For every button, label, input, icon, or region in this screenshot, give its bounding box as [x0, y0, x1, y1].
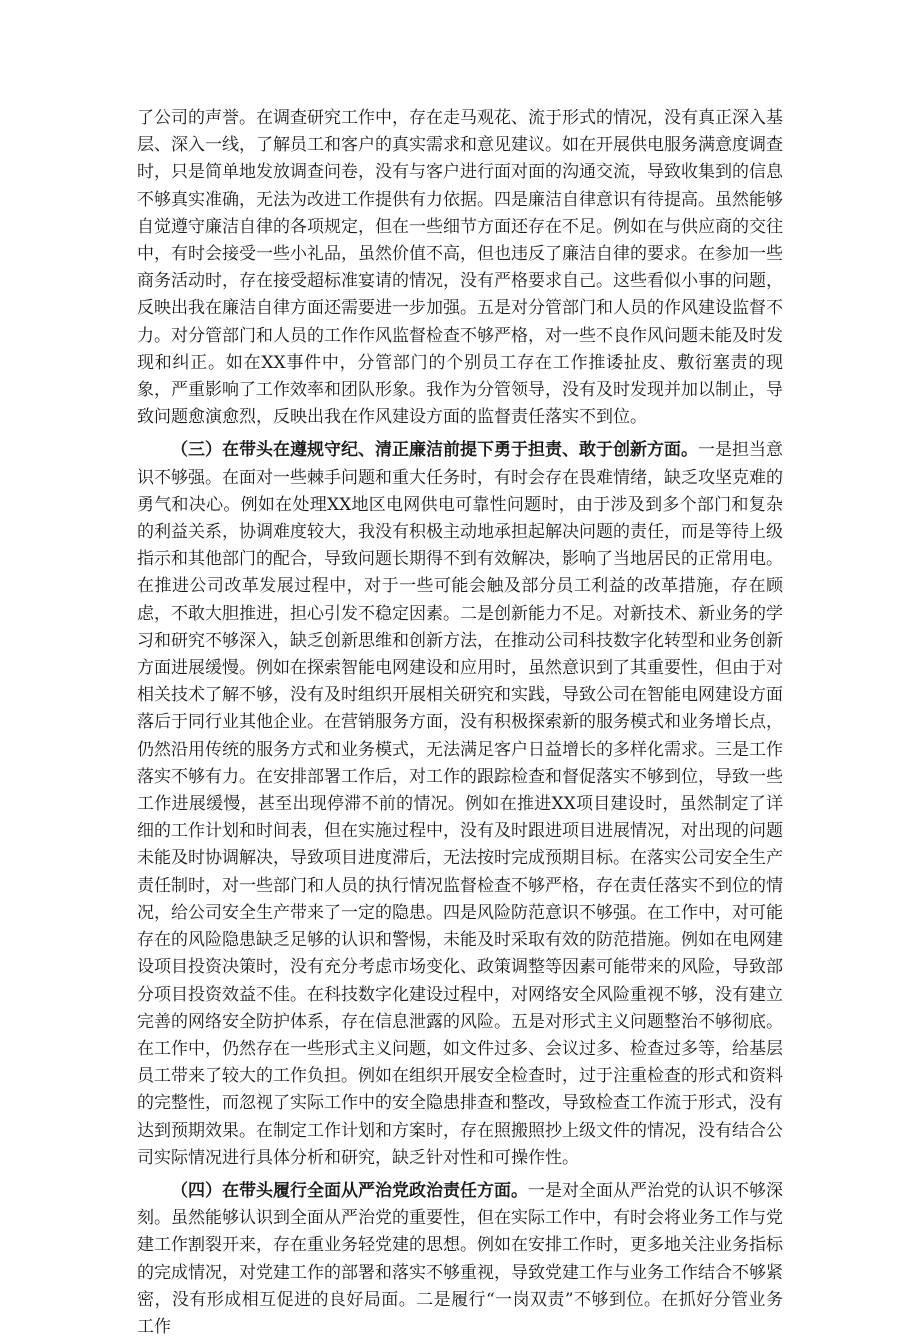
document-page	[137, 105, 783, 1341]
section-heading: （四）在带头履行全面从严治党政治责任方面。	[171, 1180, 528, 1201]
paragraph-body: 一是对全面从严治党的认识不够深刻。虽然能够认识到全面从严治党的重要性，但在实际工作中，有时会将业务工作与党建工作割裂开来，存在重业务轻党建的思想。例如在安排工作时，更多地关注业务指标的完成情况，对党建工作的部署和落实不够重视，导致党建工作与业务工作结合不够紧密，没有形成相互促进的良好局面。二是履行“一岗双责”不够到位。在抓好分管业务工作	[137, 1180, 783, 1337]
section-heading: （三）在带头在遵规守纪、清正廉洁前提下勇于担责、敢于创新方面。	[171, 440, 698, 461]
paragraph-section-3	[137, 437, 783, 1171]
paragraph-continuation	[137, 105, 783, 431]
paragraph-body: 一是担当意识不够强。在面对一些棘手问题和重大任务时，有时会存在畏难情绪，缺乏攻坚克难的勇气和决心。例如在处理XX地区电网供电可靠性问题时，由于涉及到多个部门和复杂的利益关系，协调难度较大，我没有积极主动地承担起解决问题的责任，而是等待上级指示和其他部门的配合，导致问题长期得不到有效解决，影响了当地居民的正常用电。在推进公司改革发展过程中，对于一些可能会触及部分员工利益的改革措施，存在顾虑，不敢大胆推进，担心引发不稳定因素。二是创新能力不足。对新技术、新业务的学习和研究不够深入，缺乏创新思维和创新方法，在推动公司科技数字化转型和业务创新方面进展缓慢。例如在探索智能电网建设和应用时，虽然意识到了其重要性，但由于对相关技术了解不够，没有及时组织开展相关研究和实践，导致公司在智能电网建设方面落后于同行业其他企业。在营销服务方面，没有积极探索新的服务模式和业务增长点，仍然沿用传统的服务方式和业务模式，无法满足客户日益增长的多样化需求。三是工作落实不够有力。在安排部署工作后，对工作的跟踪检查和督促落实不够到位，导致一些工作进展缓慢，甚至出现停滞不前的情况。例如在推进XX项目建设时，虽然制定了详细的工作计划和时间表，但在实施过程中，没有及时跟进项目进展情况，对出现的问题未能及时协调解决，导致项目进度滞后，无法按时完成预期目标。在落实公司安全生产责任制时，对一些部门和人员的执行情况监督检查不够严格，存在责任落实不到位的情况，给公司安全生产带来了一定的隐患。四是风险防范意识不够强。在工作中，对可能存在的风险隐患缺乏足够的认识和警惕，未能及时采取有效的防范措施。例如在电网建设项目投资决策时，没有充分考虑市场变化、政策调整等因素可能带来的风险，导致部分项目投资效益不佳。在科技数字化建设过程中，对网络安全风险重视不够，没有建立完善的网络安全防护体系，存在信息泄露的风险。五是对形式主义问题整治不够彻底。在工作中，仍然存在一些形式主义问题，如文件过多、会议过多、检查过多等，给基层员工带来了较大的工作负担。例如在组织开展安全检查时，过于注重检查的形式和资料的完整性，而忽视了实际工作中的安全隐患排查和整改，导致检查工作流于形式，没有达到预期效果。在制定工作计划和方案时，存在照搬照抄上级文件的情况，没有结合公司实际情况进行具体分析和研究，缺乏针对性和可操作性。	[137, 440, 783, 1168]
paragraph-body: 了公司的声誉。在调查研究工作中，存在走马观花、流于形式的情况，没有真正深入基层、深入一线，了解员工和客户的真实需求和意见建议。如在开展供电服务满意度调查时，只是简单地发放调查问卷，没有与客户进行面对面的沟通交流，导致收集到的信息不够真实准确，无法为改进工作提供有力依据。四是廉洁自律意识有待提高。虽然能够自觉遵守廉洁自律的各项规定，但在一些细节方面还存在不足。例如在与供应商的交往中，有时会接受一些小礼品，虽然价值不高，但也违反了廉洁自律的要求。在参加一些商务活动时，存在接受超标准宴请的情况，没有严格要求自己。这些看似小事的问题，反映出我在廉洁自律方面还需要进一步加强。五是对分管部门和人员的作风建设监督不力。对分管部门和人员的工作作风监督检查不够严格，对一些不良作风问题未能及时发现和纠正。如在XX事件中，分管部门的个别员工存在工作推诿扯皮、敷衍塞责的现象，严重影响了工作效率和团队形象。我作为分管领导，没有及时发现并加以制止，导致问题愈演愈烈，反映出我在作风建设方面的监督责任落实不到位。	[137, 108, 783, 428]
paragraph-section-4	[137, 1178, 783, 1341]
